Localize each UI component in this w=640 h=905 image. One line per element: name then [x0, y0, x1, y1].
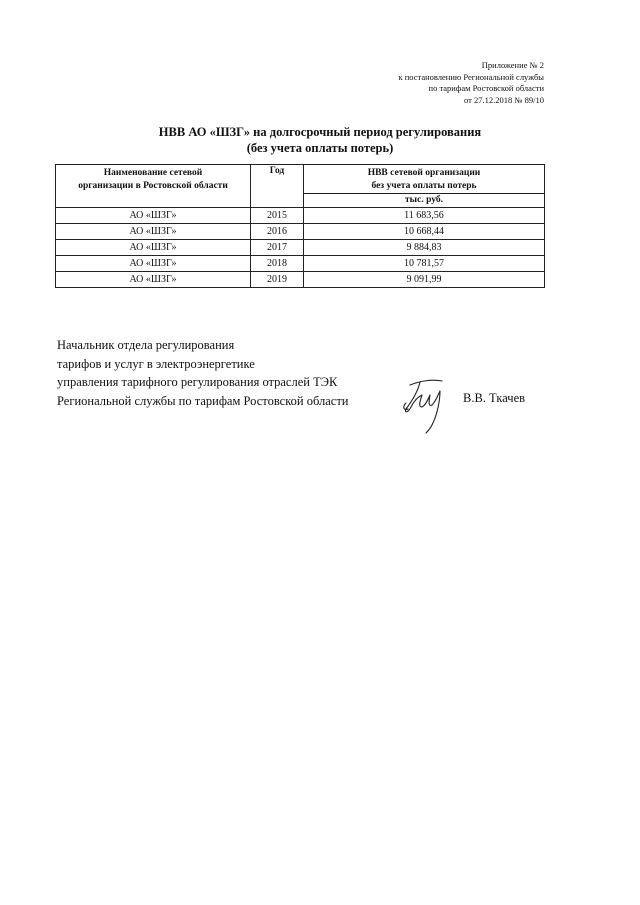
header-org-line: Наименование сетевой: [103, 168, 203, 178]
title-line: НВВ АО «ШЗГ» на долгосрочный период регулирования: [158, 125, 482, 139]
cell-org: АО «ШЗГ»: [56, 224, 251, 240]
appendix-line: по тарифам Ростовской области: [428, 83, 544, 94]
cell-org: АО «ШЗГ»: [56, 256, 251, 272]
table-row: [56, 224, 545, 240]
header-year: Год: [251, 165, 304, 208]
position-line: тарифов и услуг в электроэнергетике: [57, 356, 255, 371]
cell-year: 2018: [251, 256, 304, 272]
appendix-line: к постановлению Региональной службы: [398, 71, 544, 82]
cell-value: 9 091,99: [304, 272, 545, 288]
cell-year: 2016: [251, 224, 304, 240]
appendix-note: [398, 60, 544, 106]
cell-value: 10 668,44: [304, 224, 545, 240]
header-org-name: [56, 165, 251, 208]
document-title: [0, 124, 640, 156]
cell-org: АО «ШЗГ»: [56, 240, 251, 256]
appendix-line: Приложение № 2: [481, 60, 544, 70]
nvv-table: [55, 164, 545, 288]
signatory-name: В.В. Ткачев: [463, 391, 526, 405]
cell-year: 2017: [251, 240, 304, 256]
cell-value: 11 683,56: [304, 208, 545, 224]
cell-org: АО «ШЗГ»: [56, 208, 251, 224]
cell-value: 9 884,83: [304, 240, 545, 256]
header-nvv: [304, 165, 545, 194]
table-row: [56, 240, 545, 256]
cell-year: 2015: [251, 208, 304, 224]
signatory-position: [57, 336, 348, 410]
position-line: управления тарифного регулирования отраслей ТЭК: [57, 375, 338, 389]
title-line: (без учета оплаты потерь): [246, 141, 394, 155]
position-line: Начальник отдела регулирования: [57, 338, 235, 352]
cell-value: 10 781,57: [304, 256, 545, 272]
cell-org: АО «ШЗГ»: [56, 272, 251, 288]
header-unit: тыс. руб.: [304, 194, 545, 208]
cell-year: 2019: [251, 272, 304, 288]
header-nvv-line: без учета оплаты потерь: [371, 181, 477, 191]
header-org-line: организации в Ростовской области: [78, 181, 228, 191]
header-nvv-line: НВВ сетевой организации: [367, 168, 481, 178]
table-row: [56, 256, 545, 272]
position-line: Региональной службы по тарифам Ростовской области: [57, 393, 349, 408]
handwritten-signature: [398, 373, 454, 435]
table-row: [56, 272, 545, 288]
appendix-line: от 27.12.2018 № 89/10: [464, 94, 544, 105]
table-row: [56, 208, 545, 224]
